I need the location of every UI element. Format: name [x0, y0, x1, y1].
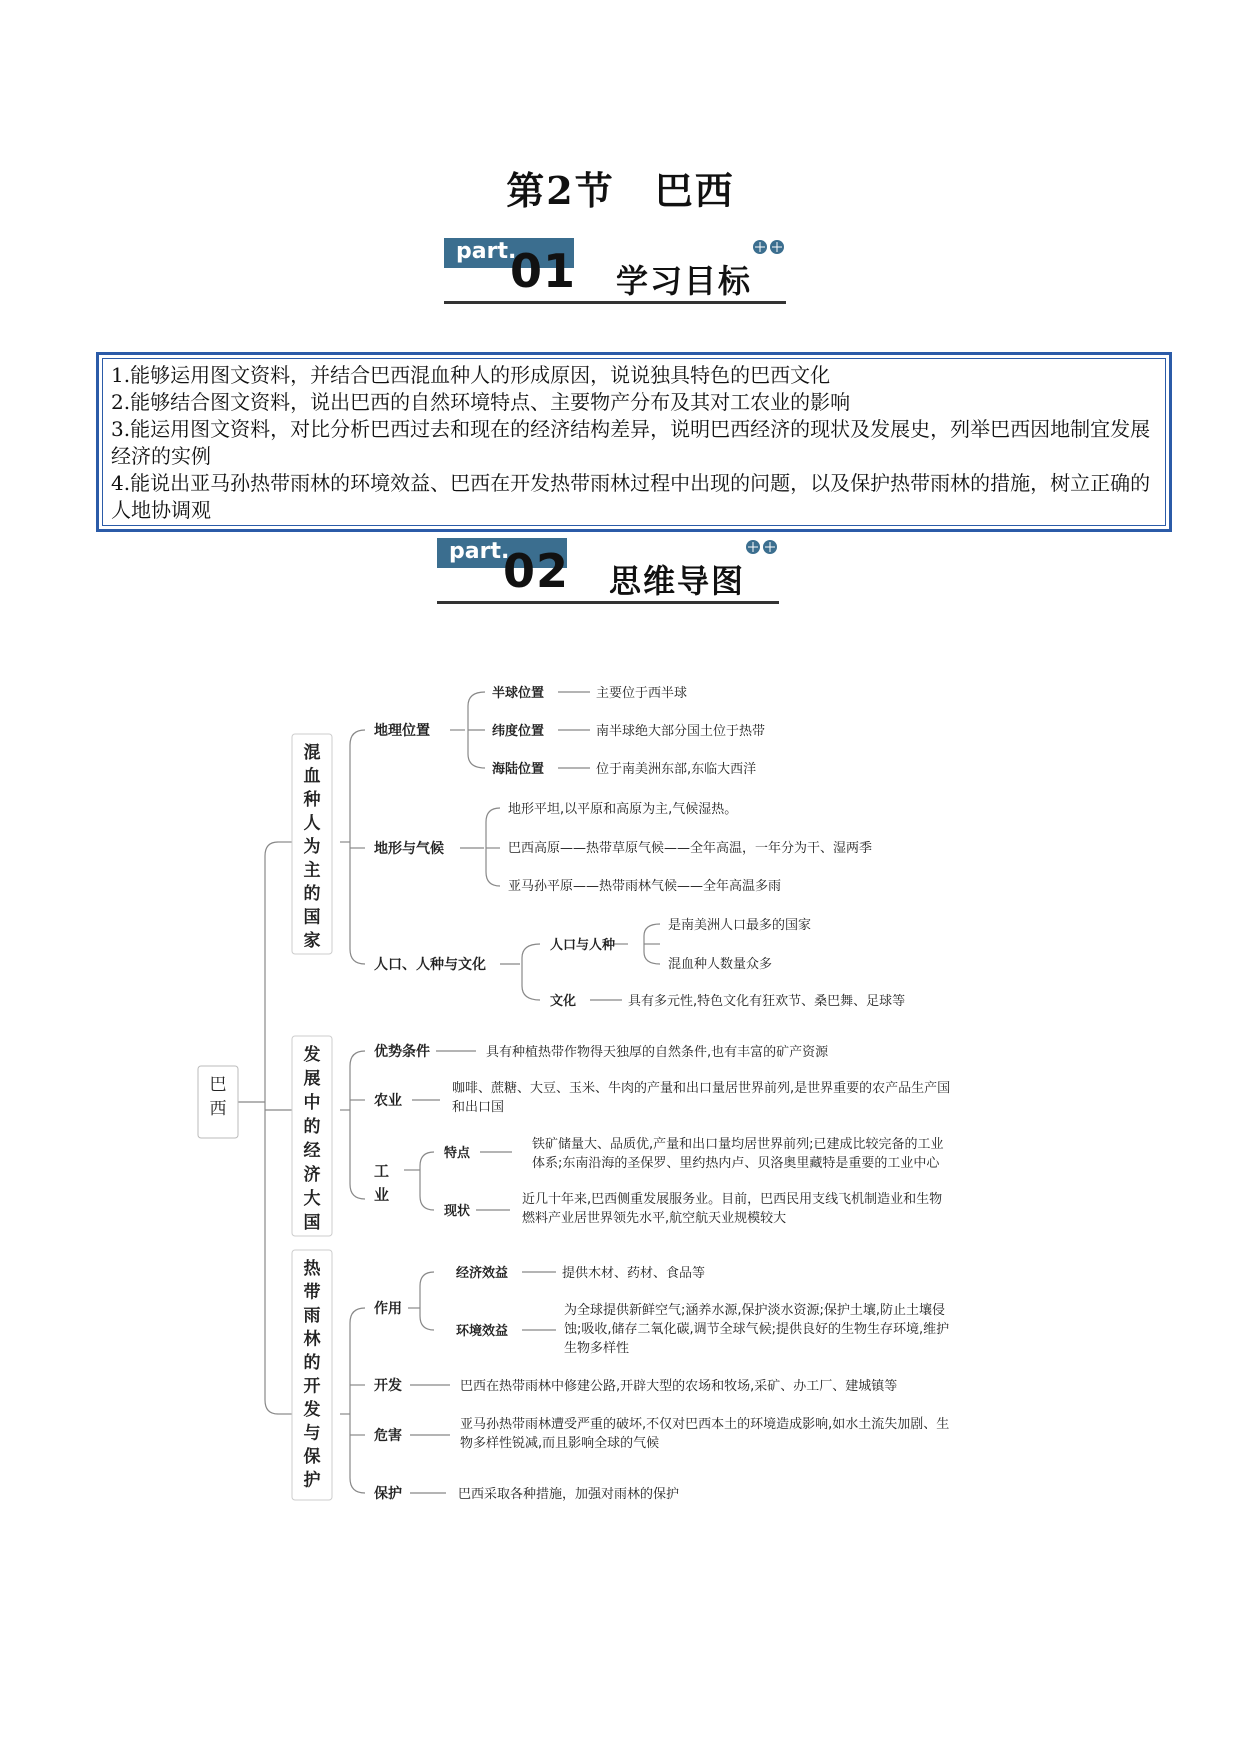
title-section-number: 第2节 [506, 168, 615, 213]
advantage-text: 具有种植热带作物得天独厚的自然条件,也有丰富的矿产资源 [486, 1045, 829, 1060]
branch-label-char: 展 [303, 1069, 321, 1089]
agriculture-text-2: 和出口国 [452, 1100, 505, 1115]
harm-text-2: 物多样性锐减,而且影响全球的气候 [460, 1436, 660, 1451]
sea-land-text: 位于南美洲东部,东临大西洋 [596, 762, 757, 777]
latitude-text: 南半球绝大部分国土位于热带 [596, 724, 766, 739]
status-text-1: 近几十年来,巴西侧重发展服务业。目前，巴西民用支线飞机制造业和生物 [522, 1192, 943, 1207]
env-benefit-text-1: 为全球提供新鲜空气;涵养水源,保护淡水资源;保护土壤,防止土壤侵 [564, 1303, 946, 1318]
race-text-1: 是南美洲人口最多的国家 [668, 918, 812, 933]
culture-text: 具有多元性,特色文化有狂欢节、桑巴舞、足球等 [628, 994, 906, 1009]
node-hemisphere: 半球位置 [492, 686, 545, 701]
node-location: 地理位置 [374, 723, 430, 739]
node-population: 人口、人种与文化 [374, 957, 486, 973]
branch-label-char: 的 [303, 884, 321, 904]
protection-text: 巴西采取各种措施，加强对雨林的保护 [458, 1487, 680, 1502]
objective-item: 2.能够结合图文资料，说出巴西的自然环境特点、主要物产分布及其对工农业的影响 [111, 390, 851, 414]
status-text-2: 燃料产业居世界领先水平,航空航天业规模较大 [522, 1211, 787, 1226]
node-harm: 危害 [374, 1428, 402, 1444]
part-tab: part. [444, 238, 574, 268]
objective-item: 4.能说出亚马孙热带雨林的环境效益、巴西在开发热带雨林过程中出现的问题，以及保护热带雨林的措施，树立正确的人地协调观 [111, 471, 1151, 522]
node-econ-benefit: 经济效益 [456, 1266, 509, 1281]
node-culture: 文化 [550, 994, 577, 1009]
env-benefit-text-2: 蚀;吸收,储存二氧化碳,调节全球气候;提供良好的生物生存环境,维护 [564, 1322, 950, 1337]
branch-label-char: 保 [303, 1447, 321, 1467]
node-latitude: 纬度位置 [492, 724, 545, 739]
root-node-label: 巴 [209, 1075, 227, 1095]
branch-label-char: 发 [303, 1045, 321, 1065]
section-label: 思维导图 [609, 562, 746, 600]
branch-label-char: 护 [303, 1470, 321, 1491]
node-development: 开发 [374, 1378, 402, 1394]
node-effects: 作用 [374, 1301, 402, 1317]
branch-label-char: 国 [303, 907, 321, 928]
node-sea-land: 海陆位置 [492, 762, 545, 777]
branch-label-char: 济 [303, 1165, 321, 1185]
econ-benefit-text: 提供木材、药材、食品等 [562, 1266, 706, 1281]
title-country: 巴西 [654, 168, 735, 213]
terrain-text-2: 巴西高原——热带草原气候——全年高温，一年分为干、湿两季 [508, 841, 873, 856]
branch-label-char: 雨 [303, 1306, 321, 1326]
terrain-text-3: 亚马孙平原——热带雨林气候——全年高温多雨 [508, 879, 782, 894]
branch-label-char: 血 [303, 766, 321, 787]
feature-text-2: 体系;东南沿海的圣保罗、里约热内卢、贝洛奥里藏特是重要的工业中心 [532, 1156, 940, 1171]
branch-label-char: 家 [303, 931, 321, 951]
part-number: 02 [503, 544, 570, 598]
node-terrain: 地形与气候 [374, 841, 444, 857]
node-protection: 保护 [374, 1486, 402, 1502]
env-benefit-text-3: 生物多样性 [564, 1341, 630, 1356]
branch-label-char: 热 [303, 1259, 321, 1279]
branch-label-char: 的 [303, 1117, 321, 1137]
objective-item: 1.能够运用图文资料，并结合巴西混血种人的形成原因，说说独具特色的巴西文化 [111, 363, 831, 387]
branch-label-char: 混 [303, 743, 321, 763]
harm-text-1: 亚马孙热带雨林遭受严重的破坏,不仅对巴西本土的环境造成影响,如水土流失加剧、生 [460, 1417, 950, 1432]
node-industry-2: 业 [374, 1186, 390, 1204]
branch-label-char: 的 [303, 1353, 321, 1373]
branch-label-1 [303, 742, 321, 951]
branch-label-char: 国 [303, 1213, 321, 1233]
agriculture-text-1: 咖啡、蔗糖、大豆、玉米、牛肉的产量和出口量居世界前列,是世界重要的农产品生产国 [452, 1081, 951, 1096]
branch-label-char: 中 [303, 1093, 321, 1113]
branch-label-char: 带 [303, 1282, 321, 1303]
root-node-label: 西 [209, 1099, 227, 1119]
branch-label-char: 主 [303, 860, 321, 881]
node-status: 现状 [444, 1204, 471, 1219]
branch-label-char: 发 [303, 1400, 321, 1420]
branch-label-char: 大 [303, 1189, 321, 1209]
hemisphere-text: 主要位于西半球 [596, 686, 688, 701]
development-text: 巴西在热带雨林中修建公路,开辟大型的农场和牧场,采矿、办工厂、建城镇等 [460, 1379, 898, 1394]
part-tab: part. [437, 538, 567, 568]
node-industry-1: 工 [374, 1162, 390, 1180]
node-race: 人口与人种 [550, 938, 616, 953]
node-agriculture: 农业 [374, 1093, 402, 1109]
branch-label-char: 人 [303, 813, 321, 834]
race-text-2: 混血种人数量众多 [668, 957, 773, 972]
objective-item: 3.能运用图文资料，对比分析巴西过去和现在的经济结构差异，说明巴西经济的现状及发展史，列举巴西因地制宜发展经济的实例 [111, 417, 1151, 468]
node-feature: 特点 [444, 1146, 471, 1161]
branch-label-char: 种 [303, 790, 321, 810]
part-number: 01 [510, 244, 577, 298]
branch-label-char: 开 [303, 1376, 321, 1397]
branch-label-char: 林 [303, 1329, 321, 1350]
feature-text-1: 铁矿储量大、品质优,产量和出口量均居世界前列;已建成比较完备的工业 [532, 1137, 944, 1152]
branch-label-char: 经 [303, 1141, 321, 1161]
node-env-benefit: 环境效益 [456, 1324, 509, 1339]
branch-label-char: 与 [303, 1423, 321, 1444]
section-label: 学习目标 [616, 262, 753, 300]
terrain-text-1: 地形平坦,以平原和高原为主,气候湿热。 [508, 802, 738, 817]
node-advantage: 优势条件 [374, 1044, 430, 1060]
branch-label-char: 为 [303, 837, 321, 857]
